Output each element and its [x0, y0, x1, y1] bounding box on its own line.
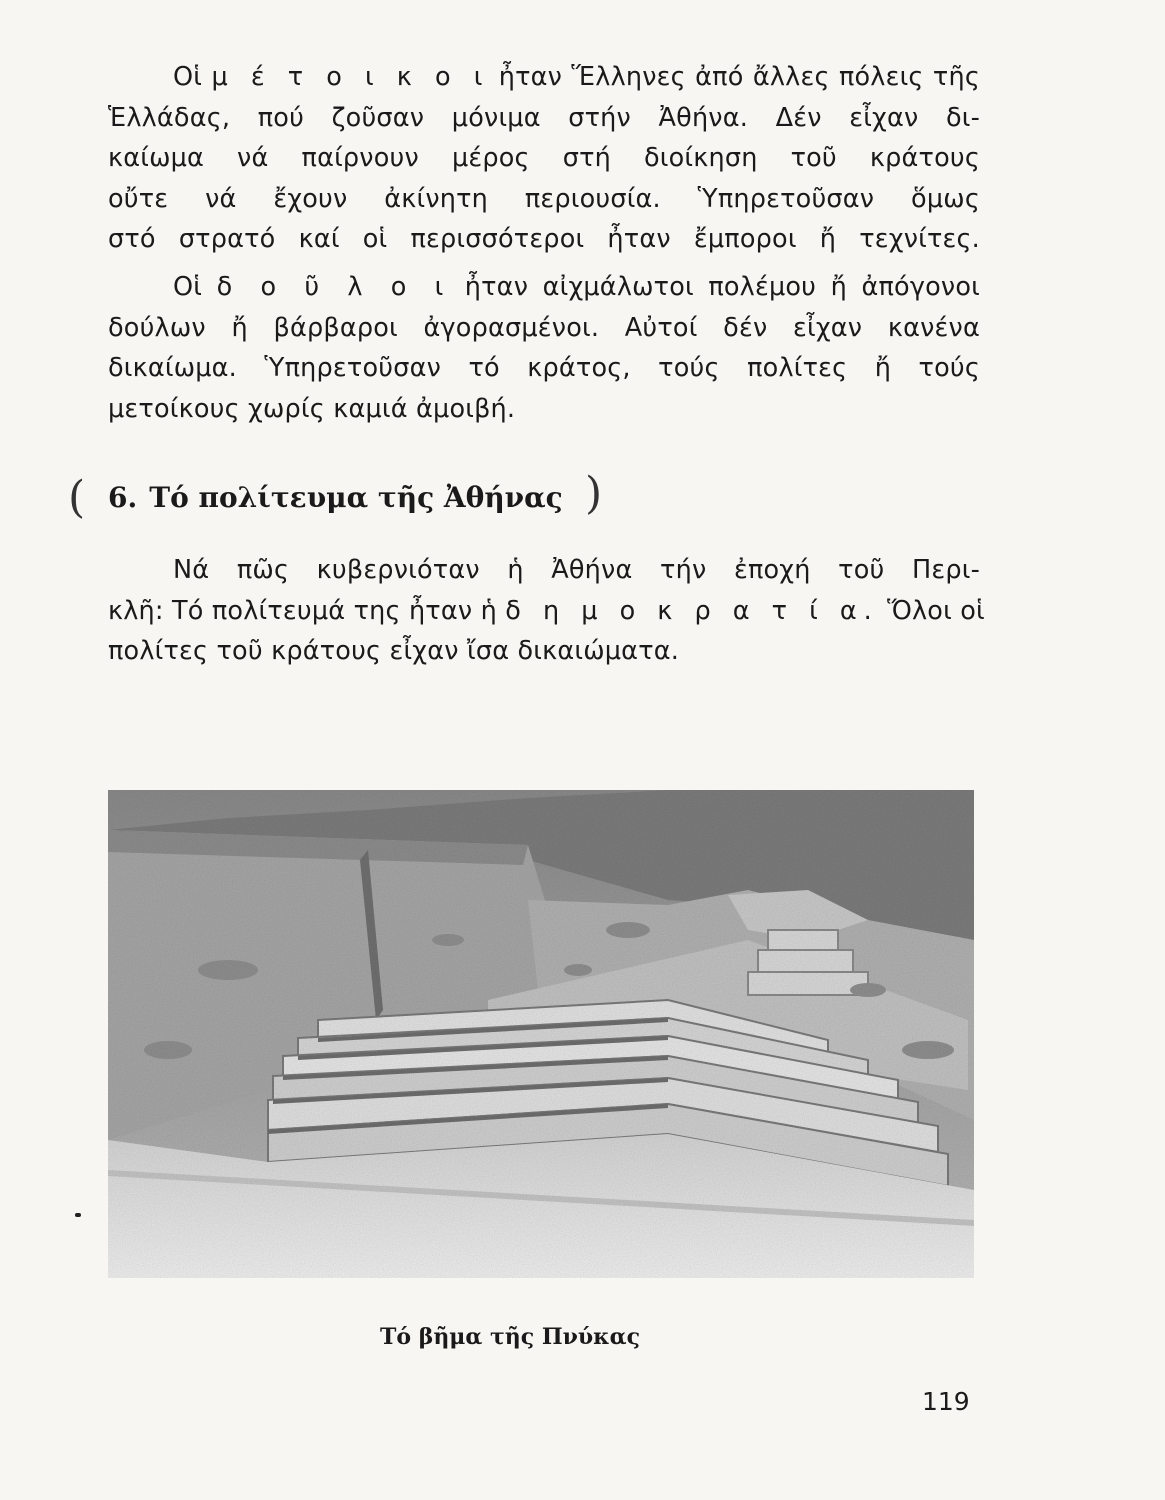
- paragraph-metoikoi: [108, 57, 980, 260]
- handwritten-bracket-open: (: [68, 472, 86, 523]
- term-metoikoi: μ έ τ ο ι κ ο ι: [211, 62, 490, 92]
- section-title: Τό πολίτευμα τῆς Ἀθήνας: [149, 481, 563, 514]
- pnyx-bema-photo: [108, 790, 974, 1278]
- term-demokratia: δ η μ ο κ ρ α τ ί α.: [505, 595, 879, 626]
- text-line: στό στρατό καί οἱ περισσότεροι ἦταν ἔμποροι ἤ τεχνίτες.: [108, 224, 980, 254]
- term-douloi: δ ο ῦ λ ο ι: [216, 272, 451, 302]
- text-line: μετοίκους χωρίς καμιά ἀμοιβή.: [108, 393, 516, 424]
- photo-illustration: [108, 790, 974, 1278]
- section-number: 6.: [108, 481, 138, 514]
- text-line: Οἱ δ ο ῦ λ ο ι ἦταν αἰχμάλωτοι πολέμου ἤ ἀπόγονοι: [173, 272, 980, 302]
- text-line: οὔτε νά ἔχουν ἀκίνητη περιουσία. Ὑπηρετοῦσαν ὅμως: [108, 183, 980, 214]
- handwritten-bracket-close: ): [585, 468, 603, 519]
- text-line: Ἑλλάδας, πού ζοῦσαν μόνιμα στήν Ἀθήνα. Δέν εἶχαν δι-: [108, 102, 980, 133]
- text-line: καίωμα νά παίρνουν μέρος στή διοίκηση τοῦ κράτους: [108, 143, 980, 173]
- page-number: 119: [922, 1387, 970, 1416]
- text-line: κλῆ: Τό πολίτευμά της ἦταν ἡ δ η μ ο κ ρ α τ ί α. Ὅλοι οἱ: [108, 595, 985, 626]
- text-line: δικαίωμα. Ὑπηρετοῦσαν τό κράτος, τούς πολίτες ἤ τούς: [108, 353, 980, 383]
- ink-dot: [75, 1213, 81, 1217]
- text-line: Οἱ μ έ τ ο ι κ ο ι ἦταν Ἕλληνες ἀπό ἄλλες πόλεις τῆς: [173, 62, 981, 92]
- paragraph-douloi: [108, 267, 980, 429]
- text-line: πολίτες τοῦ κράτους εἶχαν ἴσα δικαιώματα.: [108, 636, 680, 666]
- section-heading: [108, 478, 563, 518]
- text-line: Νά πῶς κυβερνιόταν ἡ Ἀθήνα τήν ἐποχή τοῦ Περι-: [173, 555, 980, 585]
- text-line: δούλων ἤ βάρβαροι ἀγορασμένοι. Αὐτοί δέν εἶχαν κανένα: [108, 312, 980, 343]
- paragraph-politeuma: [108, 550, 985, 672]
- figure-caption: Τό βῆμα τῆς Πνύκας: [380, 1324, 640, 1350]
